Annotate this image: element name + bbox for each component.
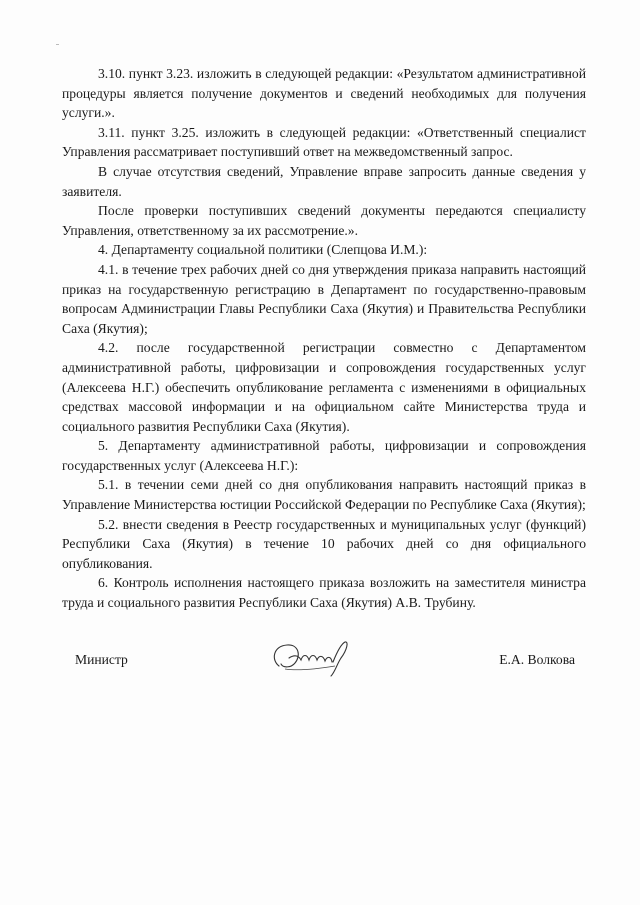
paragraph-missing-info: В случае отсутствия сведений, Управление вправе запросить данные сведения у заявителя. bbox=[62, 163, 586, 199]
paragraph-4-1: 4.1. в течение трех рабочих дней со дня утверждения приказа направить настоящий приказ на государственную регистрацию в Департамент по государственно-правовым вопросам Администрации Главы Республики Саха (Якутия) и Правительства Республики Саха (Якутия); bbox=[62, 261, 586, 336]
paragraph-5-2: 5.2. внести сведения в Реестр государственных и муниципальных услуг (функций) Республики Саха (Якутия) в течение 10 рабочих дней со дня официального опубликования. bbox=[62, 516, 586, 571]
signature-block bbox=[75, 648, 575, 688]
paragraph-4: 4. Департаменту социальной политики (Слепцова И.М.): bbox=[98, 242, 428, 258]
paragraph-3-11: 3.11. пункт 3.25. изложить в следующей редакции: «Ответственный специалист Управления рассматривает поступивший ответ на межведомственный запрос. bbox=[62, 124, 586, 160]
paragraph-6: 6. Контроль исполнения настоящего приказа возложить на заместителя министра труда и социального развития Республики Саха (Якутия) А.В. Трубину. bbox=[62, 575, 586, 611]
document-body bbox=[62, 64, 586, 613]
paragraph-3-10: 3.10. пункт 3.23. изложить в следующей редакции: «Результатом административной процедуры является получение документов и сведений необходимых для получения услуги.». bbox=[62, 66, 586, 121]
scan-speck bbox=[56, 44, 59, 45]
signatory-name: Е.А. Волкова bbox=[499, 652, 575, 667]
handwritten-signature bbox=[265, 636, 355, 680]
paragraph-after-check: После проверки поступивших сведений документы передаются специалисту Управления, ответственному за их рассмотрение.». bbox=[62, 203, 586, 238]
paragraph-4-2: 4.2. после государственной регистрации совместно с Департаментом административной работы, цифровизации и сопровождения государственных услуг (Алексеева Н.Г.) обеспечить опубликование регламента с изменениями в официальных средствах массовой информации и на официальном сайте Министерства труда и социального развития Республики Саха (Якутия). bbox=[62, 340, 586, 434]
paragraph-5: 5. Департаменту административной работы, цифровизации и сопровождения государственных услуг (Алексеева Н.Г.): bbox=[62, 438, 586, 473]
signatory-title: Министр bbox=[75, 652, 128, 667]
paragraph-5-1: 5.1. в течении семи дней со дня опубликования направить настоящий приказ в Управление Министерства юстиции Российской Федерации по Республике Саха (Якутия); bbox=[62, 477, 586, 513]
